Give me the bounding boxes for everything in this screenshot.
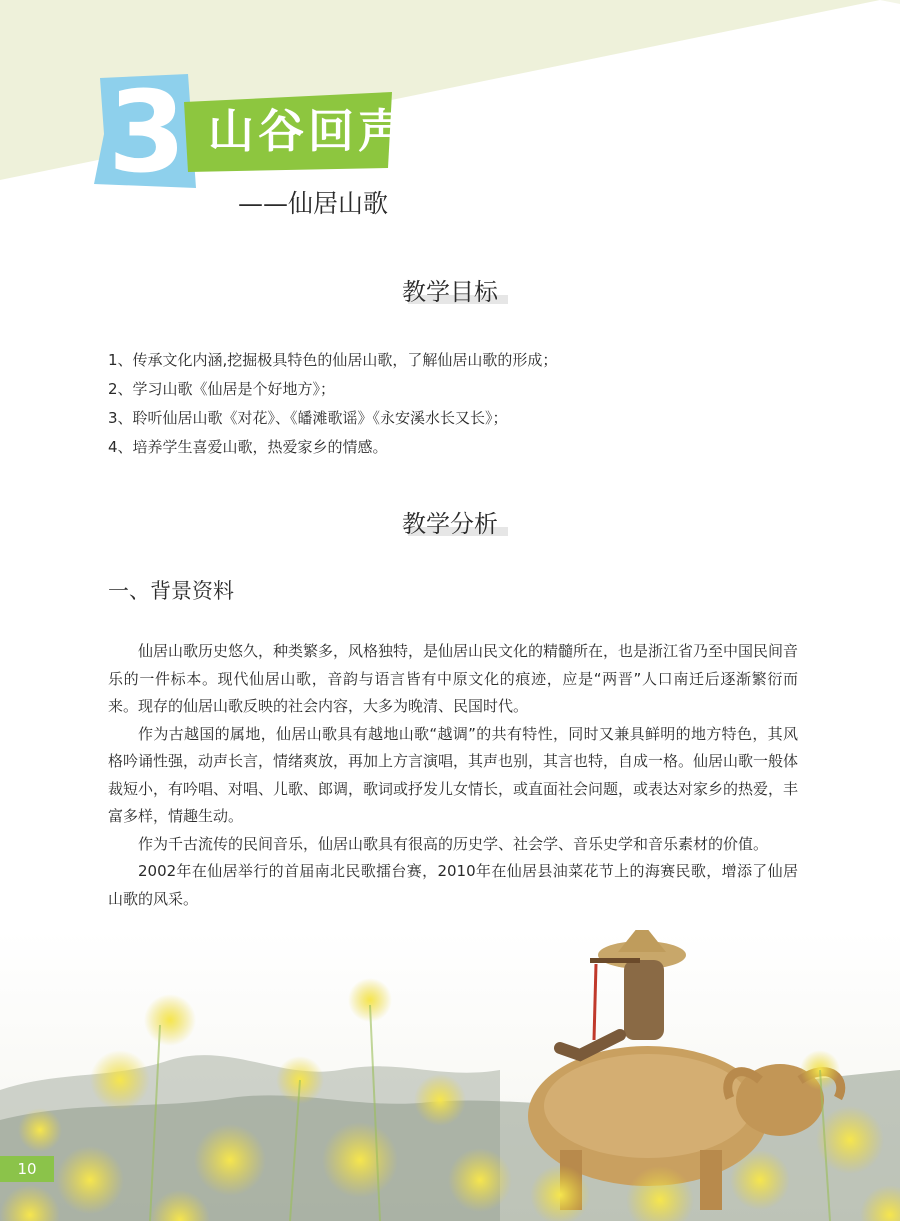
analysis-heading-text: 教学分析 bbox=[398, 510, 502, 538]
goal-item: 3、聆听仙居山歌《对花》、《皤滩歌谣》《永安溪水长又长》； bbox=[108, 409, 508, 427]
chapter-title: 山谷回声 bbox=[208, 104, 408, 158]
body-paragraph: 2002年在仙居举行的首届南北民歌擂台赛，2010年在仙居县油菜花节上的海赛民歌，增添了仙居山歌的风采。 bbox=[108, 862, 798, 908]
goal-item: 2、学习山歌《仙居是个好地方》； bbox=[108, 380, 336, 398]
analysis-heading bbox=[0, 506, 900, 542]
page-number: 10 bbox=[0, 1156, 54, 1182]
goal-item: 1、传承文化内涵,挖掘极具特色的仙居山歌，了解仙居山歌的形成； bbox=[108, 351, 558, 369]
body-paragraph: 作为古越国的属地，仙居山歌具有越地山歌“越调”的共有特性，同时又兼具鲜明的地方特色，其风格吟诵性强，动声长言，情绪爽放，再加上方言演唱，其声也别，其言也特，自成一格。仙居山歌一般体裁短小，有吟唱、对唱、儿歌、郎调，歌词或抒发儿女情长，或直面社会问题，或表达对家乡的热爱，丰富多样，情趣生动。 bbox=[108, 724, 799, 825]
goals-list bbox=[108, 346, 828, 462]
goal-item: 4、培养学生喜爱山歌，热爱家乡的情感。 bbox=[108, 438, 388, 456]
body-paragraph: 作为千古流传的民间音乐，仙居山歌具有很高的历史学、社会学、音乐史学和音乐素材的价值。 bbox=[138, 834, 769, 853]
goals-heading-text: 教学目标 bbox=[398, 278, 502, 306]
body-paragraph: 仙居山歌历史悠久，种类繁多，风格独特，是仙居山民文化的精髓所在，也是浙江省乃至中国民间音乐的一件标本。现代仙居山歌，音韵与语言皆有中原文化的痕迹，应是“两晋”人口南迁后逐渐繁衍而来。现存的仙居山歌反映的社会内容，大多为晚清、民国时代。 bbox=[108, 642, 799, 715]
rapeseed-field-illustration bbox=[0, 930, 900, 1221]
background-sub-heading: 一、背景资料 bbox=[108, 579, 234, 603]
chapter-badge bbox=[92, 68, 408, 198]
goals-heading bbox=[0, 274, 900, 310]
chapter-number: 3 bbox=[108, 68, 186, 198]
chapter-subtitle: ——仙居山歌 bbox=[238, 189, 389, 218]
background-body bbox=[108, 638, 798, 913]
